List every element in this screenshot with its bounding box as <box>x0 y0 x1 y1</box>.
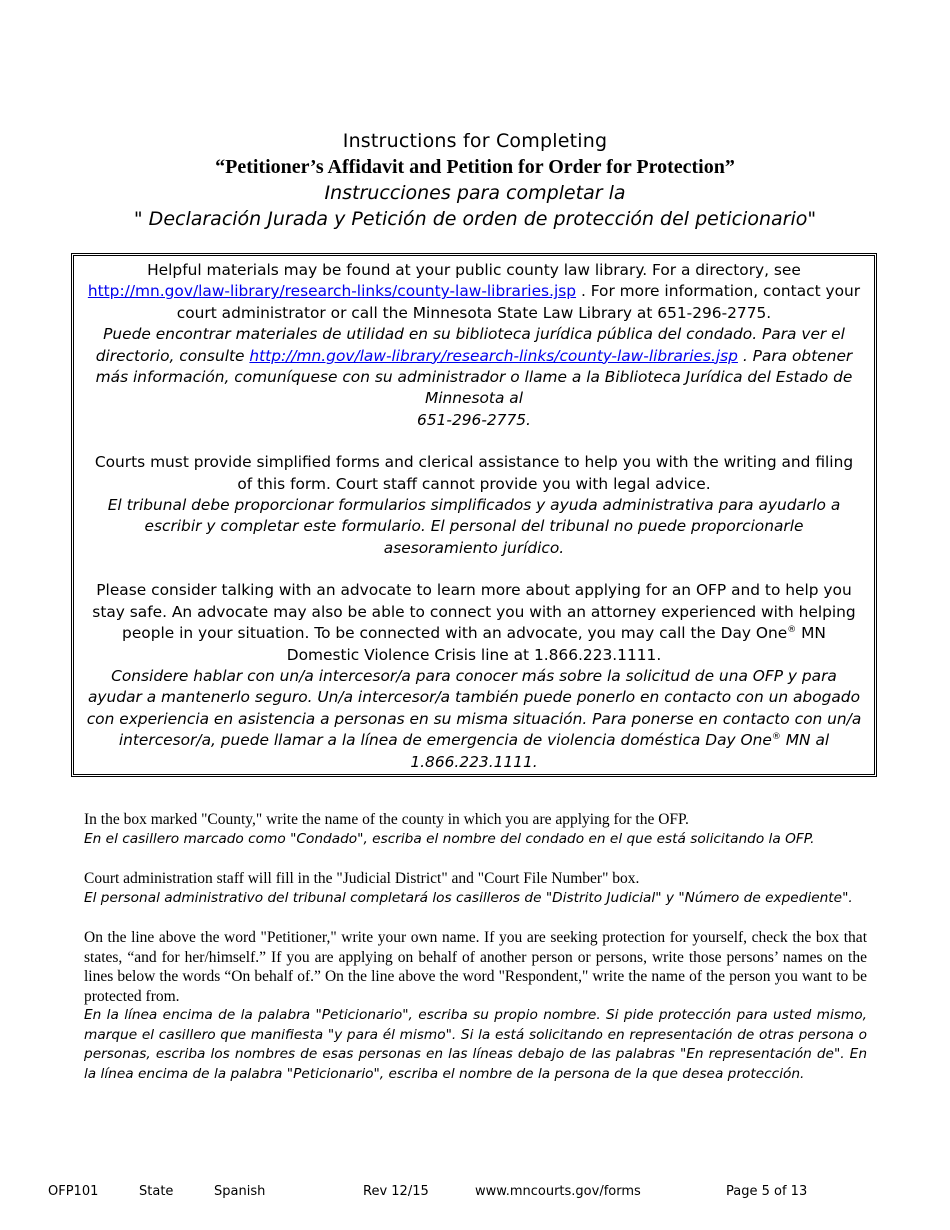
court-instruction-es: El personal administrativo del tribunal completará los casilleros de "Distrito Judicial" y "Número de expediente". <box>84 889 853 906</box>
court-instruction <box>84 869 867 908</box>
footer-language: Spanish <box>214 1184 266 1199</box>
county-instruction-es: En el casillero marcado como "Condado", escriba el nombre del condado en el que está solicitando la OFP. <box>84 831 815 847</box>
title-line-1: Instructions for Completing <box>342 130 608 152</box>
footer-form-number: OFP101 <box>48 1184 99 1199</box>
registered-mark: ® <box>787 624 797 635</box>
court-instruction-en: Court administration staff will fill in the "Judicial District" and "Court File Number" box. <box>84 870 640 887</box>
simplified-forms-en: Courts must provide simplified forms and clerical assistance to help you with the writing and filing of this form. Court staff cannot provide you with legal advice. <box>94 453 854 493</box>
footer-website: www.mncourts.gov/forms <box>475 1184 641 1199</box>
title-line-2: “Petitioner’s Affidavit and Petition for Order for Protection” <box>215 156 735 178</box>
law-library-link-es[interactable]: http://mn.gov/law-library/research-links/county-law-libraries.jsp <box>249 346 738 365</box>
footer-state: State <box>139 1184 174 1199</box>
advocate-info-en: Please consider talking with an advocate to learn more about applying for an OFP and to help you stay safe. An advocate may also be able to connect you with an attorney experienced with helping people in your situation. To be connected with an advocate, you may call the Day One® MN Domestic Violence Crisis line at 1.866.223.1111. <box>92 581 856 664</box>
simplified-forms-es: El tribunal debe proporcionar formularios simplificados y ayuda administrativa para ayudarlo a escribir y completar este formulario. El personal del tribunal no puede proporcionarle asesoramiento jurídico. <box>107 496 841 557</box>
footer-page-number: Page 5 of 13 <box>726 1184 808 1199</box>
petitioner-instruction <box>84 928 867 1084</box>
law-library-link[interactable]: http://mn.gov/law-library/research-links/county-law-libraries.jsp <box>87 282 577 301</box>
petitioner-instruction-es: En la línea encima de la palabra "Peticionario", escriba su propio nombre. Si pide protección para usted mismo, marque el casillero que manifiesta "y para él mismo". Si la está solicitando en representación de otras persona o personas, escriba los nombres de esas personas en las líneas debajo de las palabras "En representación de". En la línea encima de la palabra "Peticionario", escriba el nombre de la persona de la que desea protección. <box>84 1007 867 1082</box>
petitioner-instruction-en: On the line above the word "Petitioner," write your own name. If you are seeking protection for yourself, check the box that states, “and for her/himself.” If you are applying on behalf of another person or persons, write those persons’ names on the lines below the words “On behalf of.” On the line above the word "Respondent," write the name of the person you want to be protected from. <box>84 929 867 1005</box>
advocate-info-es: Considere hablar con un/a intercesor/a para conocer más sobre la solicitud de una OFP y para ayudar a mantenerlo seguro. Un/a intercesor/a también puede ponerlo en contacto con un abogado con experiencia en asistencia a personas en su misma situación. Para ponerse en contacto con un/a intercesor/a, puede llamar a la línea de emergencia de violencia doméstica Day One® MN al <box>86 666 862 750</box>
footer-revision: Rev 12/15 <box>363 1184 429 1199</box>
document-title <box>0 128 950 232</box>
library-info-es: Puede encontrar materiales de utilidad en su biblioteca jurídica pública del condado. Para ver el directorio, consulte http://mn.gov/law-library/research-links/county-law-libraries.jsp . Para obtener más información, comuníquese con su administrador o llame a la Biblioteca Jurídica del Estado de Minnesota al <box>95 325 853 408</box>
registered-mark-es: ® <box>771 732 781 742</box>
county-instruction-en: In the box marked "County," write the name of the county in which you are applying for the OFP. <box>84 811 689 828</box>
county-instruction <box>84 810 867 850</box>
helpful-info-box <box>71 253 877 777</box>
title-line-3: Instrucciones para completar la <box>324 182 626 204</box>
crisis-phone-es: 1.866.223.1111. <box>410 752 538 771</box>
page-footer <box>0 1184 950 1204</box>
library-phone-es: 651-296-2775. <box>417 410 531 429</box>
library-info-en: Helpful materials may be found at your public county law library. For a directory, see http://mn.gov/law-library/research-links/county-law-libraries.jsp . For more information, contact your court administrator or call the Minnesota State Law Library at 651-296-2775. <box>87 261 861 322</box>
title-line-4: " Declaración Jurada y Petición de orden de protección del peticionario" <box>133 208 817 230</box>
